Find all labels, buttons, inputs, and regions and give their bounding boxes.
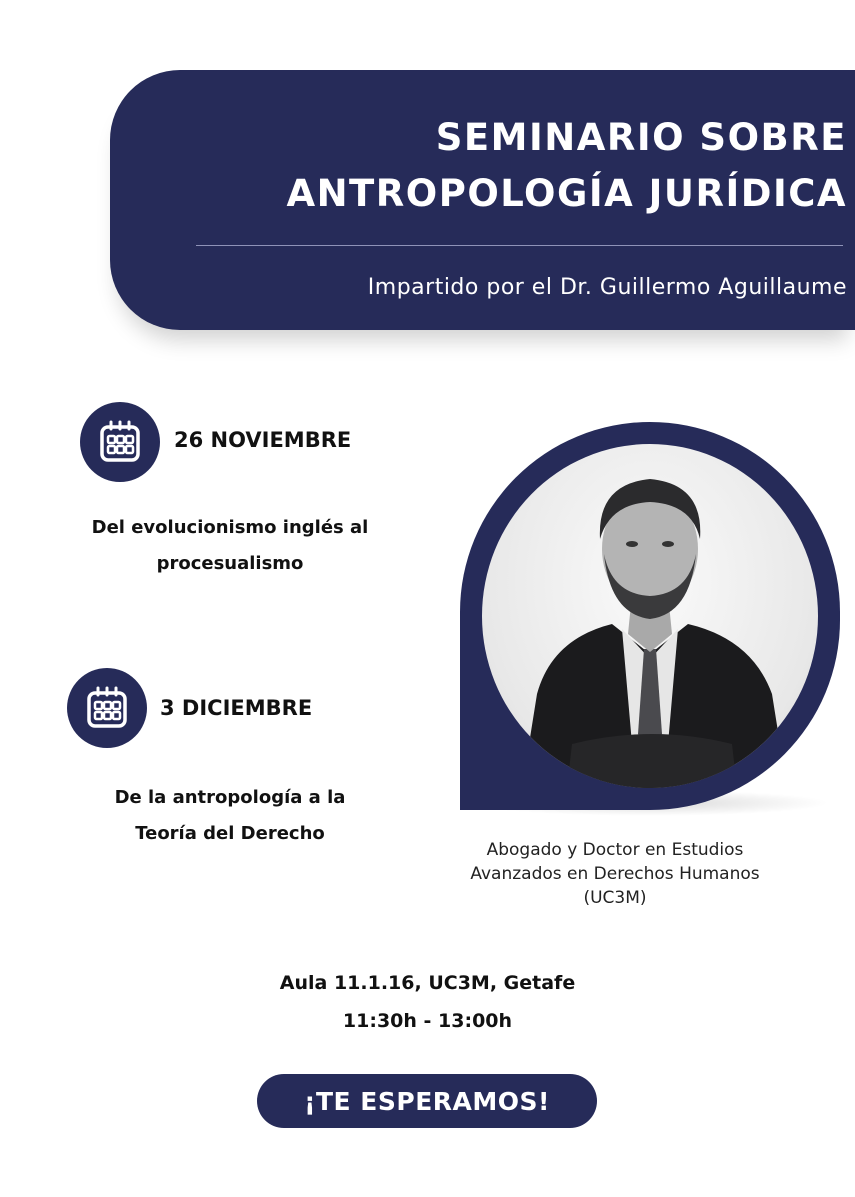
session-date: 26 NOVIEMBRE: [174, 428, 352, 452]
calendar-icon: [67, 668, 147, 748]
page-title: [286, 110, 847, 222]
topic-line: Teoría del Derecho: [135, 823, 325, 844]
bio-line: Avanzados en Derechos Humanos: [470, 864, 760, 884]
title-line-1: SEMINARIO SOBRE: [435, 116, 847, 159]
session-topic: [40, 780, 420, 852]
bio-line: (UC3M): [583, 888, 647, 908]
session-date: 3 DICIEMBRE: [160, 696, 313, 720]
speaker-photo-frame: [460, 422, 840, 810]
topic-line: Del evolucionismo inglés al: [91, 517, 369, 538]
speaker-bio: [440, 838, 790, 910]
calendar-icon: [80, 402, 160, 482]
speaker-portrait-image: [482, 444, 818, 788]
cta-badge: ¡TE ESPERAMOS!: [257, 1074, 597, 1128]
header-banner: [110, 70, 855, 330]
bio-line: Abogado y Doctor en Estudios: [486, 840, 744, 860]
topic-line: procesualismo: [156, 553, 304, 574]
venue-location: Aula 11.1.16, UC3M, Getafe: [279, 972, 576, 994]
topic-line: De la antropología a la: [114, 787, 346, 808]
title-line-2: ANTROPOLOGÍA JURÍDICA: [286, 172, 847, 215]
session-topic: [40, 510, 420, 582]
page-subtitle: Impartido por el Dr. Guillermo Aguillaume: [367, 275, 847, 300]
venue-time: 11:30h - 13:00h: [342, 1010, 513, 1032]
divider: [196, 245, 843, 246]
speaker-photo: [482, 444, 818, 788]
